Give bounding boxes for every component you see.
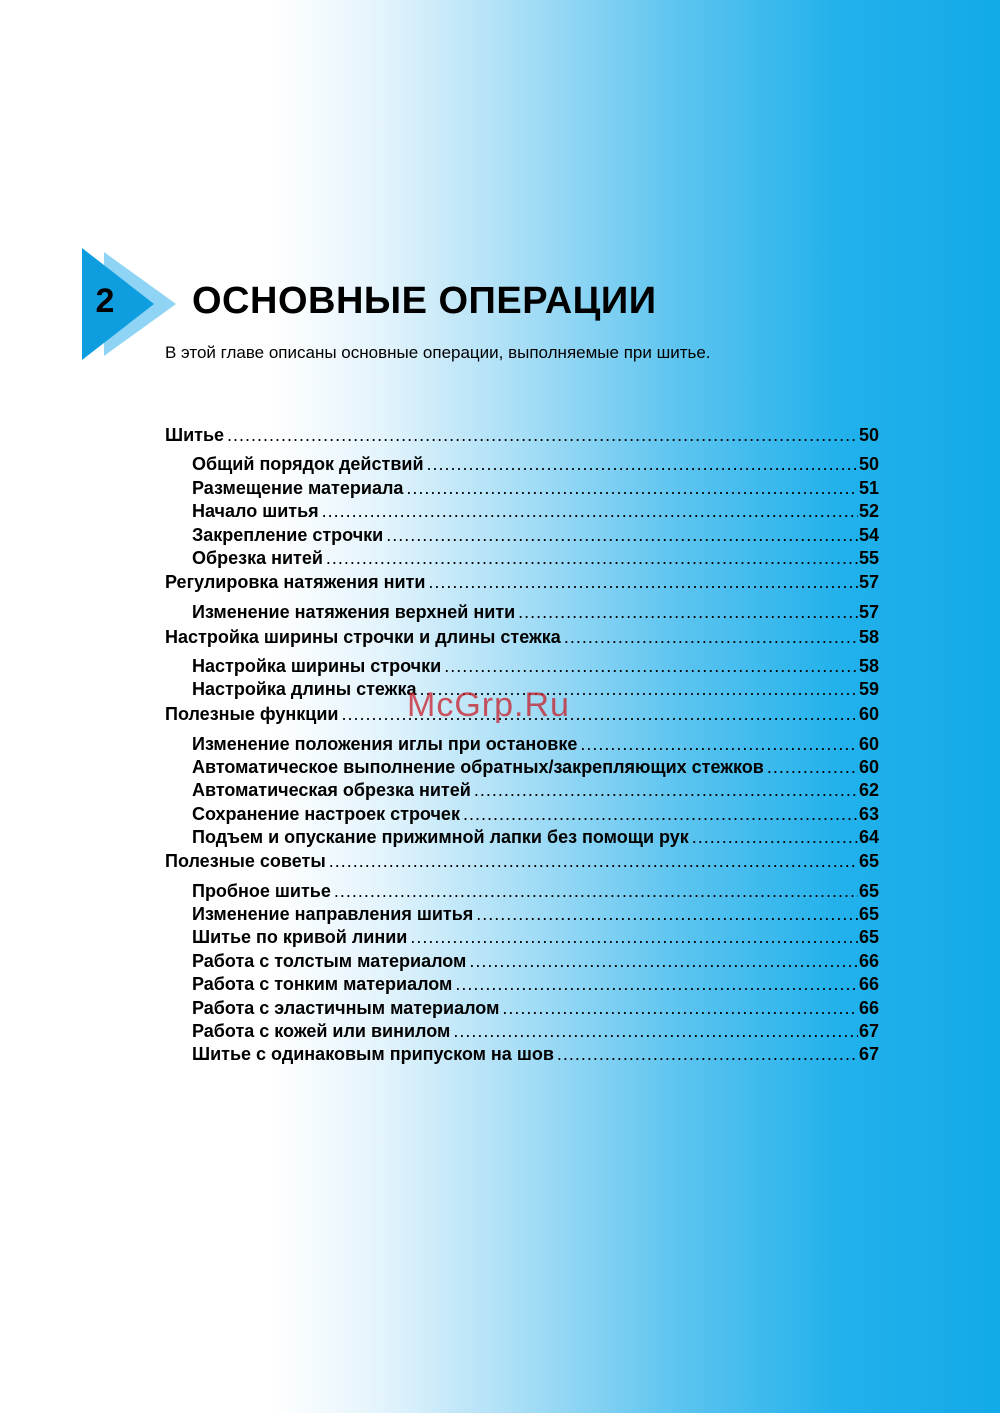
toc-entry-title: Изменение натяжения верхней нити (192, 602, 516, 622)
toc-entry-page: 66 (858, 974, 879, 994)
toc-entry-title: Шитье (165, 425, 225, 445)
toc-dot-leader (227, 424, 858, 446)
toc-entry-page: 54 (858, 525, 879, 545)
chapter-number: 2 (95, 282, 115, 320)
toc-entry-title: Работа с тонким материалом (192, 974, 453, 994)
toc-subsection-entry[interactable] (192, 803, 879, 825)
toc-dot-leader (329, 850, 858, 872)
toc-entry-title: Автоматическая обрезка нитей (192, 780, 471, 800)
toc-dot-leader (580, 733, 858, 755)
toc-entry-title: Полезные советы (165, 851, 326, 871)
chapter-title: ОСНОВНЫЕ ОПЕРАЦИИ (192, 280, 657, 322)
toc-subsection-entry[interactable] (192, 903, 879, 925)
toc-entry-title: Настройка ширины строчки и длины стежка (165, 627, 561, 647)
toc-entry-title: Работа с кожей или винилом (192, 1021, 451, 1041)
toc-subsection-entry[interactable] (192, 756, 879, 778)
toc-section-entry[interactable] (165, 424, 879, 446)
toc-entry-title: Работа с толстым материалом (192, 951, 467, 971)
toc-subsection-entry[interactable] (192, 547, 879, 569)
toc-dot-leader (557, 1043, 858, 1065)
toc-entry-page: 65 (858, 927, 879, 947)
toc-entry-page: 51 (858, 478, 879, 498)
toc-dot-leader (564, 626, 858, 648)
toc-subsection-entry[interactable] (192, 973, 879, 995)
toc-dot-leader (518, 601, 858, 623)
toc-entry-title: Обрезка нитей (192, 548, 323, 568)
toc-subsection-entry[interactable] (192, 655, 879, 677)
toc-dot-leader (502, 997, 858, 1019)
toc-entry-page: 60 (858, 704, 879, 724)
toc-entry-page: 55 (858, 548, 879, 568)
toc-subsection-entry[interactable] (192, 779, 879, 801)
toc-entry-title: Начало шитья (192, 501, 319, 521)
toc-subsection-entry[interactable] (192, 926, 879, 948)
toc-section-entry[interactable] (165, 626, 879, 648)
toc-dot-leader (334, 880, 858, 902)
toc-entry-title: Шитье с одинаковым припуском на шов (192, 1044, 554, 1064)
toc-dot-leader (469, 950, 858, 972)
toc-dot-leader (406, 477, 858, 499)
toc-dot-leader (326, 547, 858, 569)
toc-entry-page: 65 (858, 904, 879, 924)
toc-entry-page: 57 (858, 602, 879, 622)
toc-entry-title: Автоматическое выполнение обратных/закрепляющих стежков (192, 757, 764, 777)
toc-section-entry[interactable] (165, 850, 879, 872)
toc-subsection-entry[interactable] (192, 601, 879, 623)
toc-entry-title: Закрепление строчки (192, 525, 384, 545)
toc-dot-leader (474, 779, 858, 801)
toc-entry-page: 57 (858, 572, 879, 592)
toc-entry-page: 59 (858, 679, 879, 699)
toc-entry-title: Изменение направления шитья (192, 904, 474, 924)
toc-dot-leader (455, 973, 858, 995)
chapter-subtitle: В этой главе описаны основные операции, выполняемые при шитье. (165, 343, 711, 362)
toc-dot-leader (322, 500, 858, 522)
toc-entry-page: 62 (858, 780, 879, 800)
toc-dot-leader (427, 453, 858, 475)
toc-dot-leader (767, 756, 858, 778)
toc-entry-page: 60 (858, 734, 879, 754)
toc-dot-leader (453, 1020, 858, 1042)
toc-entry-title: Настройка длины стежка (192, 679, 417, 699)
toc-entry-title: Сохранение настроек строчек (192, 804, 460, 824)
toc-dot-leader (444, 655, 858, 677)
toc-entry-title: Общий порядок действий (192, 454, 424, 474)
toc-dot-leader (410, 926, 858, 948)
toc-subsection-entry[interactable] (192, 880, 879, 902)
toc-entry-title: Работа с эластичным материалом (192, 998, 500, 1018)
toc-entry-page: 63 (858, 804, 879, 824)
toc-dot-leader (692, 826, 858, 848)
toc-entry-title: Полезные функции (165, 704, 339, 724)
toc-entry-title: Пробное шитье (192, 881, 331, 901)
toc-dot-leader (386, 524, 858, 546)
toc-entry-title: Регулировка натяжения нити (165, 572, 426, 592)
toc-entry-page: 65 (858, 851, 879, 871)
watermark: McGrp.Ru (407, 686, 570, 724)
toc-subsection-entry[interactable] (192, 500, 879, 522)
toc-subsection-entry[interactable] (192, 453, 879, 475)
toc-entry-page: 66 (858, 998, 879, 1018)
toc-entry-title: Настройка ширины строчки (192, 656, 442, 676)
toc-subsection-entry[interactable] (192, 997, 879, 1019)
toc-entry-title: Изменение положения иглы при остановке (192, 734, 578, 754)
toc-subsection-entry[interactable] (192, 1020, 879, 1042)
toc-subsection-entry[interactable] (192, 733, 879, 755)
toc-dot-leader (476, 903, 858, 925)
toc-entry-page: 60 (858, 757, 879, 777)
toc-entry-page: 58 (858, 656, 879, 676)
toc-entry-page: 64 (858, 827, 879, 847)
toc-dot-leader (463, 803, 858, 825)
toc-subsection-entry[interactable] (192, 950, 879, 972)
toc-entry-page: 52 (858, 501, 879, 521)
toc-subsection-entry[interactable] (192, 826, 879, 848)
toc-entry-title: Размещение материала (192, 478, 404, 498)
toc-dot-leader (428, 571, 858, 593)
toc-entry-page: 65 (858, 881, 879, 901)
toc-subsection-entry[interactable] (192, 524, 879, 546)
toc-entry-page: 66 (858, 951, 879, 971)
toc-entry-page: 50 (858, 454, 879, 474)
toc-subsection-entry[interactable] (192, 1043, 879, 1065)
toc-entry-page: 67 (858, 1044, 879, 1064)
toc-subsection-entry[interactable] (192, 477, 879, 499)
toc-entry-title: Подъем и опускание прижимной лапки без помощи рук (192, 827, 689, 847)
toc-entry-title: Шитье по кривой линии (192, 927, 408, 947)
toc-section-entry[interactable] (165, 571, 879, 593)
toc-entry-page: 58 (858, 627, 879, 647)
toc-entry-page: 50 (858, 425, 879, 445)
toc-entry-page: 67 (858, 1021, 879, 1041)
